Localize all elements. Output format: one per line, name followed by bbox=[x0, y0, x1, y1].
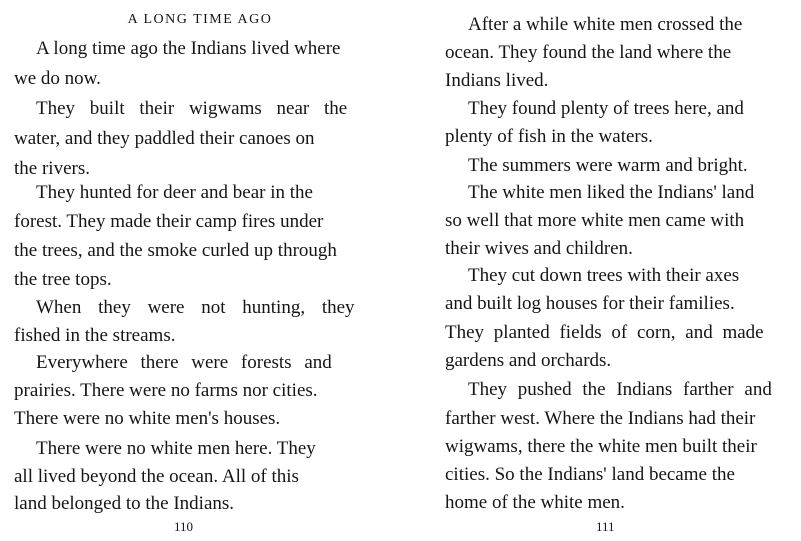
text-line: so well that more white men came with bbox=[445, 210, 745, 231]
page-number: 110 bbox=[174, 519, 194, 534]
text-line: After a while white men crossed the bbox=[468, 14, 743, 35]
text-line: gardens and orchards. bbox=[445, 350, 612, 371]
text-line: farther west. Where the Indians had their bbox=[445, 408, 756, 429]
text-line: their wives and children. bbox=[445, 238, 633, 259]
text-line: ocean. They found the land where the bbox=[445, 42, 732, 63]
text-line: Indians lived. bbox=[445, 70, 549, 91]
text-line: wigwams, there the white men built their bbox=[445, 436, 757, 457]
text-line: They built their wigwams near the bbox=[36, 98, 348, 119]
text-line: and built log houses for their families. bbox=[445, 293, 735, 314]
text-line: the tree tops. bbox=[14, 269, 112, 290]
page-number: 111 bbox=[596, 519, 615, 534]
running-head: A LONG TIME AGO bbox=[127, 12, 273, 27]
left-page bbox=[0, 0, 400, 541]
text-line: They found plenty of trees here, and bbox=[468, 98, 744, 119]
text-line: all lived beyond the ocean. All of this bbox=[14, 466, 299, 487]
text-line: water, and they paddled their canoes on bbox=[14, 128, 315, 149]
text-line: fished in the streams. bbox=[14, 325, 176, 346]
text-line: land belonged to the Indians. bbox=[14, 493, 235, 514]
text-line: They pushed the Indians farther and bbox=[468, 379, 772, 400]
text-line: The summers were warm and bright. bbox=[468, 155, 748, 176]
text-line: There were no white men's houses. bbox=[14, 408, 281, 429]
text-line: They planted fields of corn, and made bbox=[445, 322, 764, 343]
text-line: When they were not hunting, they bbox=[36, 297, 355, 318]
text-line: They cut down trees with their axes bbox=[468, 265, 740, 286]
text-line: forest. They made their camp fires under bbox=[14, 211, 324, 232]
text-line: the trees, and the smoke curled up through bbox=[14, 240, 337, 261]
text-line: A long time ago the Indians lived where bbox=[36, 38, 341, 59]
text-line: the rivers. bbox=[14, 158, 90, 179]
right-page bbox=[400, 0, 801, 541]
text-line: Everywhere there were forests and bbox=[36, 352, 332, 373]
text-line: plenty of fish in the waters. bbox=[445, 126, 653, 147]
text-line: cities. So the Indians' land became the bbox=[445, 464, 735, 485]
text-line: There were no white men here. They bbox=[36, 438, 316, 459]
text-line: home of the white men. bbox=[445, 492, 625, 513]
text-line: prairies. There were no farms nor cities. bbox=[14, 380, 318, 401]
text-line: They hunted for deer and bear in the bbox=[36, 182, 313, 203]
text-line: we do now. bbox=[14, 68, 101, 89]
text-line: The white men liked the Indians' land bbox=[468, 182, 755, 203]
